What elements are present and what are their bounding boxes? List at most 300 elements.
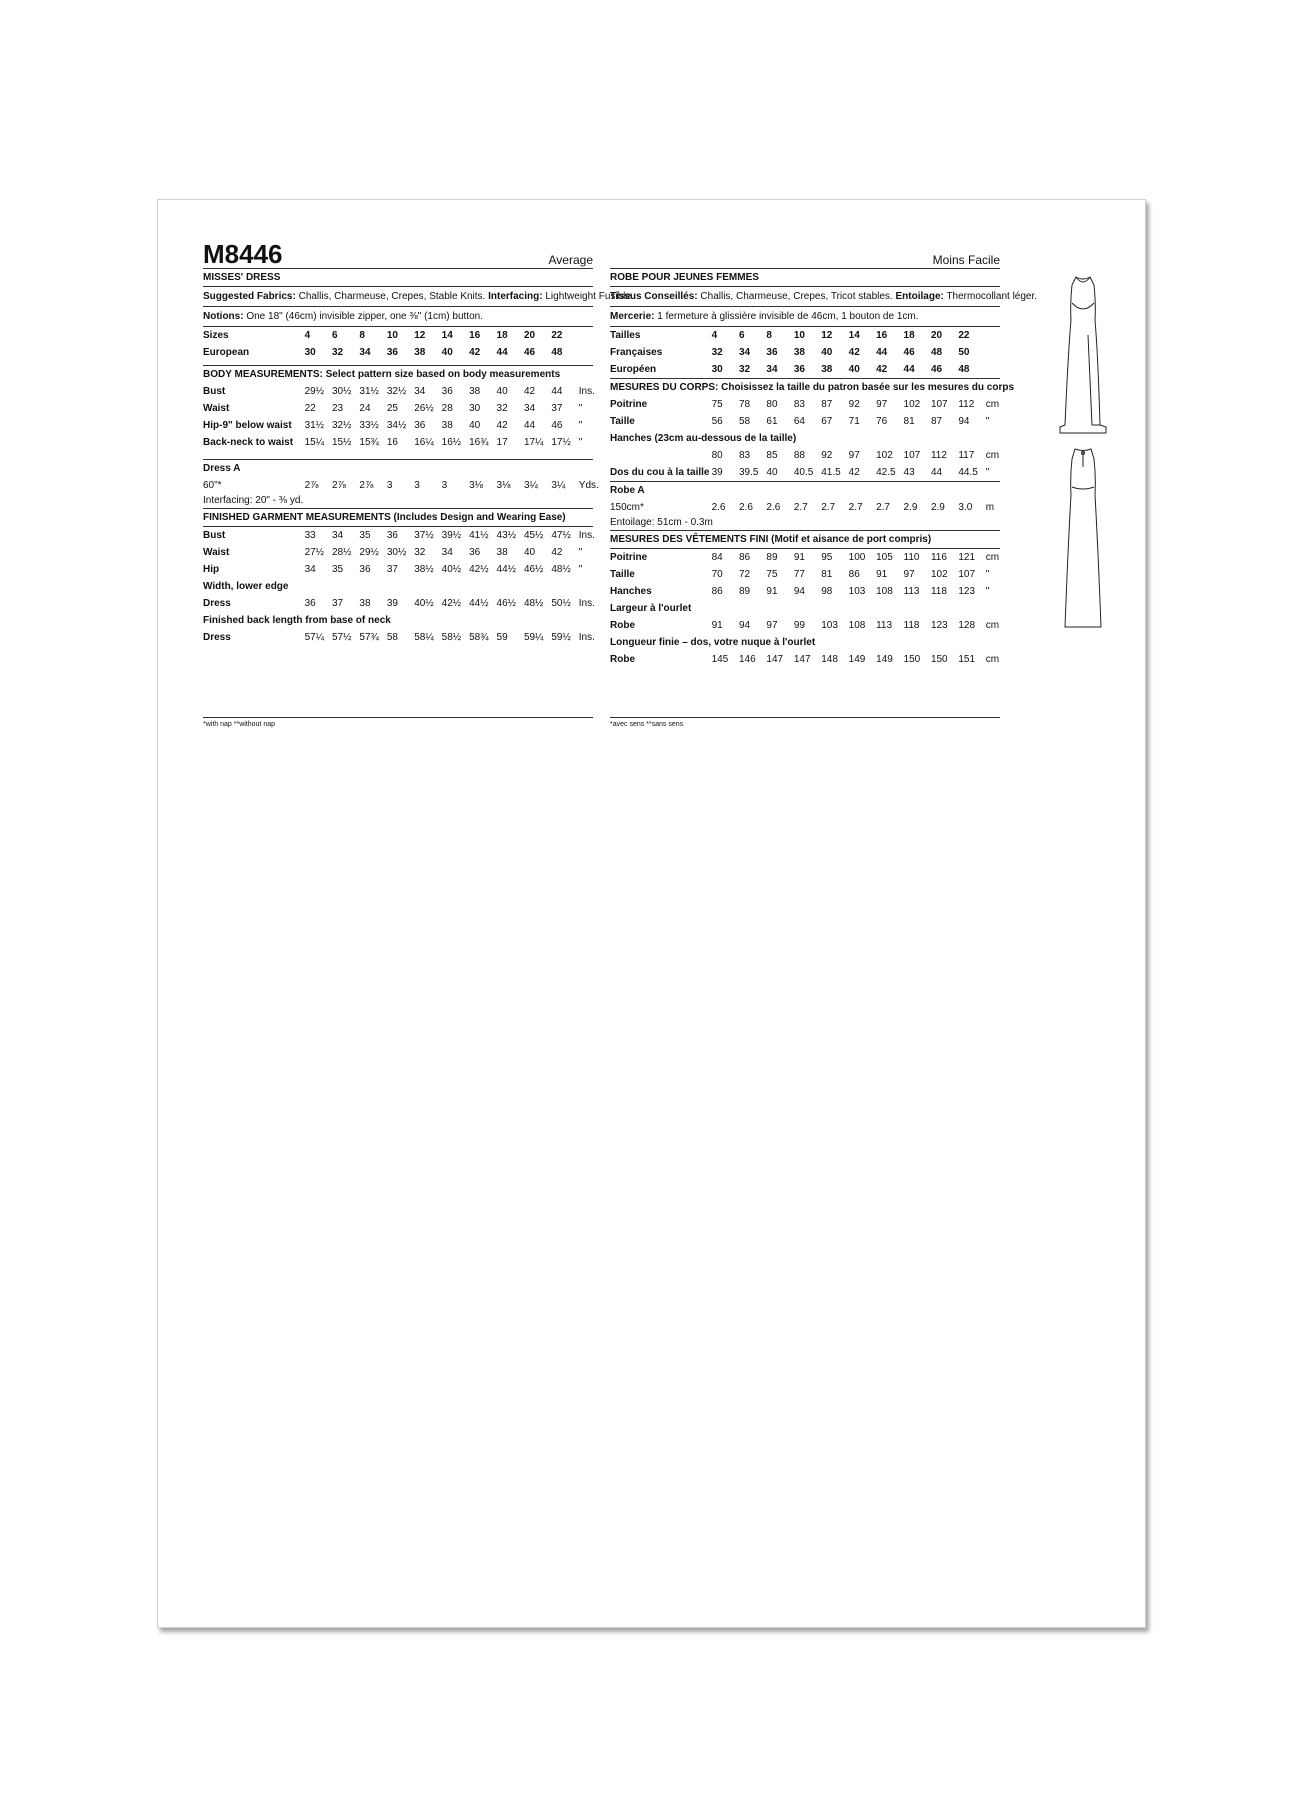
table-cell: 87 [821, 399, 833, 410]
table-cell: 97 [876, 399, 888, 410]
table-cell: 44 [523, 420, 536, 431]
footnote: *with nap **without nap [203, 717, 593, 733]
table-cell: 43½ [496, 530, 516, 541]
table-cell: 24 [359, 403, 371, 414]
table-cell: 6 [738, 330, 745, 341]
table-cell: 89 [738, 586, 751, 597]
table-cell: 37 [386, 564, 398, 575]
table-cell: 2.7 [876, 502, 890, 513]
unit-cell: cm [985, 399, 1000, 410]
table-cell: 8 [766, 330, 772, 341]
table-cell: 2⅞ [304, 480, 319, 491]
table-cell: 2.6 [711, 502, 726, 513]
table-cell: 32½ [386, 386, 407, 397]
unit-cell: " [578, 420, 583, 431]
table-cell: 58 [386, 632, 398, 643]
table-cell: 2.6 [766, 502, 781, 513]
table-cell: 12 [821, 330, 833, 341]
table-cell: 70 [711, 569, 723, 580]
table-row [610, 549, 1000, 566]
table-cell: 38 [469, 386, 481, 397]
table-cell: 10 [793, 330, 805, 341]
table-cell: 72 [738, 569, 751, 580]
table-cell: 8 [359, 330, 365, 341]
table-cell: 25 [386, 403, 398, 414]
table-cell: 46½ [523, 564, 544, 575]
unit-cell: cm [985, 654, 1000, 665]
table-subheading: Width, lower edge [203, 581, 289, 592]
table-cell: 44 [876, 347, 888, 358]
table-cell: 42.5 [876, 464, 903, 482]
table-cell: 39.5 [739, 464, 766, 482]
table-cell: 149 [876, 654, 893, 665]
table-cell: 59¼ [523, 632, 544, 643]
table-cell: 36 [794, 361, 821, 379]
table-cell: 36 [766, 347, 778, 358]
table-cell: 15¼ [304, 437, 325, 448]
table-cell: 117 [958, 450, 975, 461]
interfacing-yardage: Interfacing: 20" - ⅜ yd. [203, 494, 593, 509]
unit-cell: " [986, 464, 1000, 482]
table-cell: 81 [821, 569, 833, 580]
row-label: Waist [203, 403, 230, 414]
unit-cell: Ins. [578, 598, 595, 609]
table-cell: 110 [903, 552, 920, 563]
table-cell: 46 [523, 347, 536, 358]
table-cell: 40 [821, 347, 833, 358]
table-cell: 29½ [304, 386, 325, 397]
table-cell: 112 [930, 450, 947, 461]
unit-cell: Ins. [578, 386, 595, 397]
table-cell: 148 [821, 654, 838, 665]
row-label: Poitrine [610, 399, 648, 410]
garment-title: MISSES' DRESS [203, 269, 593, 287]
table-cell: 40 [441, 347, 453, 358]
notions: Notions: One 18" (46cm) invisible zipper, one ⅜" (1cm) button. [203, 307, 593, 327]
table-row [610, 617, 1000, 634]
table-cell: 2.7 [848, 502, 863, 513]
back-view-dress-icon [1065, 449, 1101, 627]
table-row [203, 383, 593, 400]
finished-measurements-table [203, 527, 593, 646]
table-cell: 40 [523, 547, 536, 558]
table-cell: 16 [469, 330, 481, 341]
table-subheading: Longueur finie – dos, votre nuque à l'ourlet [610, 637, 816, 648]
table-cell: 34 [738, 347, 751, 358]
finished-measurements-heading-fr: MESURES DES VÊTEMENTS FINI (Motif et aisance de port compris) [610, 531, 1000, 549]
table-cell: 113 [903, 586, 920, 597]
table-cell: 2.9 [903, 502, 918, 513]
table-cell: 113 [876, 620, 893, 631]
table-cell: 94 [738, 620, 751, 631]
table-cell: 30 [304, 347, 316, 358]
table-cell: 38 [441, 420, 453, 431]
garment-title-fr: ROBE POUR JEUNES FEMMES [610, 269, 1000, 287]
table-cell: 86 [738, 552, 751, 563]
table-cell: 40 [849, 361, 876, 379]
table-cell: 23 [331, 403, 344, 414]
table-cell: 102 [930, 569, 948, 580]
table-cell: 42½ [441, 598, 462, 609]
table-cell: 2.7 [793, 502, 808, 513]
table-row [610, 566, 1000, 583]
table-cell: 36 [386, 530, 398, 541]
table-cell: 30 [469, 403, 481, 414]
table-cell: 67 [821, 416, 833, 427]
table-cell: 14 [848, 330, 860, 341]
table-cell: 32 [739, 361, 766, 379]
table-cell: 40½ [414, 598, 434, 609]
table-cell: 16 [876, 330, 888, 341]
table-cell: 150 [903, 654, 921, 665]
table-cell: 107 [903, 450, 921, 461]
table-cell: 16 [386, 437, 398, 448]
table-cell: 34 [304, 564, 316, 575]
table-cell: 42 [876, 361, 903, 379]
table-cell: 37½ [414, 530, 434, 541]
table-cell: 94 [793, 586, 805, 597]
footnote-fr: *avec sens **sans sens [610, 717, 1000, 733]
table-cell: 76 [876, 416, 888, 427]
table-cell: 36 [441, 386, 453, 397]
table-row [610, 499, 1000, 516]
french-column [610, 240, 1038, 668]
table-cell: 32 [711, 347, 723, 358]
table-cell: 32 [496, 403, 508, 414]
unit-cell: Yds. [578, 480, 599, 491]
table-cell: 44 [931, 464, 958, 482]
table-cell: 92 [821, 450, 833, 461]
table-cell: 44 [551, 386, 563, 397]
row-label: Poitrine [610, 552, 648, 563]
table-cell: 102 [903, 399, 921, 410]
unit-cell [986, 344, 1000, 361]
table-cell: 47½ [551, 530, 571, 541]
table-cell: 97 [766, 620, 778, 631]
table-cell: 22 [958, 330, 970, 341]
table-cell: 50½ [551, 598, 571, 609]
table-cell: 89 [766, 552, 778, 563]
table-row [203, 561, 593, 578]
table-cell: 34½ [386, 420, 407, 431]
table-cell: 91 [766, 586, 778, 597]
table-cell: 84 [711, 552, 723, 563]
table-cell: 83 [793, 399, 805, 410]
table-cell: 3 [386, 480, 393, 491]
table-cell: 118 [930, 586, 947, 597]
table-cell: 78 [738, 399, 751, 410]
table-cell: 2.7 [821, 502, 836, 513]
unit-cell: " [985, 586, 990, 597]
table-row [203, 417, 593, 434]
french-header [610, 240, 1000, 269]
table-cell: 123 [930, 620, 948, 631]
unit-cell: " [578, 437, 583, 448]
row-label: Bust [203, 386, 226, 397]
table-cell: 45½ [523, 530, 544, 541]
row-label: Dos du cou à la taille [610, 464, 712, 482]
table-cell: 30½ [386, 547, 407, 558]
table-cell: 145 [711, 654, 729, 665]
table-cell: 108 [876, 586, 893, 597]
table-cell: 46½ [496, 598, 516, 609]
table-cell: 71 [848, 416, 860, 427]
unit-cell [986, 361, 1000, 379]
table-cell: 30 [712, 361, 739, 379]
table-cell: 42 [551, 547, 563, 558]
table-cell: 20 [930, 330, 943, 341]
table-cell: 31½ [359, 386, 379, 397]
table-cell: 30½ [331, 386, 352, 397]
table-cell: 97 [848, 450, 860, 461]
table-subheading: Largeur à l'ourlet [610, 603, 692, 614]
table-cell: 34 [523, 403, 536, 414]
table-row [610, 361, 1000, 379]
row-label: 60"* [203, 480, 222, 491]
row-label: Européen [610, 361, 712, 379]
table-cell: 33 [304, 530, 316, 541]
table-cell: 3 [441, 480, 448, 491]
difficulty-level: Average [548, 253, 593, 267]
row-label: Back-neck to waist [203, 437, 294, 448]
table-cell: 38 [793, 347, 805, 358]
table-cell: 44 [904, 361, 931, 379]
hanches-table [610, 447, 1000, 482]
row-label: Hip [203, 564, 220, 575]
body-measurements-heading: BODY MEASUREMENTS: Select pattern size based on body measurements [203, 369, 561, 380]
table-cell: 151 [958, 654, 976, 665]
table-cell: 2.6 [738, 502, 753, 513]
table-cell: 36 [414, 420, 426, 431]
table-cell: 108 [848, 620, 866, 631]
table-cell: 34 [331, 530, 344, 541]
table-cell: 2⅞ [331, 480, 346, 491]
table-cell: 146 [738, 654, 756, 665]
table-cell: 40 [496, 386, 508, 397]
table-cell: 58¼ [414, 632, 434, 643]
table-cell: 58½ [441, 632, 462, 643]
table-cell: 38 [359, 598, 371, 609]
table-cell: 56 [711, 416, 723, 427]
table-cell: 61 [766, 416, 778, 427]
body-measurements-table [203, 383, 593, 451]
sizes-table [203, 327, 593, 361]
row-label: Waist [203, 547, 230, 558]
table-row [610, 447, 1000, 464]
table-cell: 36 [359, 564, 371, 575]
table-cell: 112 [958, 399, 975, 410]
table-cell: 3⅛ [469, 480, 483, 491]
unit-cell: " [985, 416, 990, 427]
unit-cell: " [578, 564, 583, 575]
table-cell: 39½ [441, 530, 462, 541]
table-cell: 2.9 [930, 502, 945, 513]
table-cell: 36 [304, 598, 316, 609]
table-cell: 41.5 [821, 464, 848, 482]
table-cell: 34 [766, 361, 793, 379]
table-cell: 48½ [523, 598, 544, 609]
row-label: Taille [610, 569, 635, 580]
table-cell: 3 [414, 480, 420, 491]
table-cell: 42 [496, 420, 508, 431]
table-cell: 22 [551, 330, 563, 341]
table-cell: 87 [930, 416, 943, 427]
table-cell: 38 [821, 361, 848, 379]
unit-cell: cm [985, 620, 1000, 631]
notions-fr: Mercerie: 1 fermeture à glissière invisible de 46cm, 1 bouton de 1cm. [610, 307, 1000, 327]
unit-cell [579, 344, 593, 361]
table-cell: 80 [711, 450, 723, 461]
row-label: European [203, 347, 250, 358]
unit-cell: cm [985, 552, 1000, 563]
table-cell: 149 [848, 654, 866, 665]
table-row [203, 595, 593, 612]
row-label: Taille [610, 416, 635, 427]
table-row [203, 527, 593, 544]
table-row [203, 544, 593, 561]
table-cell: 4 [304, 330, 311, 341]
metrage-table [610, 499, 1000, 516]
table-row [203, 434, 593, 451]
table-cell: 91 [711, 620, 723, 631]
table-cell: 38½ [414, 564, 434, 575]
table-row [610, 583, 1000, 600]
row-label: Robe [610, 654, 635, 665]
table-cell: 58 [738, 416, 751, 427]
table-cell: 20 [523, 330, 536, 341]
table-cell: 17½ [551, 437, 571, 448]
table-row [610, 651, 1000, 668]
table-cell: 91 [876, 569, 888, 580]
table-cell: 44 [496, 347, 508, 358]
table-cell: 34 [441, 547, 453, 558]
row-label [610, 447, 712, 464]
table-cell: 40½ [441, 564, 462, 575]
table-cell: 14 [441, 330, 453, 341]
table-cell: 34 [359, 347, 371, 358]
table-cell: 37 [331, 598, 344, 609]
table-cell: 26½ [414, 403, 434, 414]
table-cell: 95 [821, 552, 833, 563]
table-cell: 3¼ [523, 480, 538, 491]
table-cell: 2⅞ [359, 480, 374, 491]
table-cell: 59 [496, 632, 508, 643]
table-cell: 40 [766, 464, 793, 482]
table-cell: 88 [793, 450, 805, 461]
table-cell: 22 [304, 403, 316, 414]
table-cell: 121 [958, 552, 976, 563]
dress-a-heading: Dress A [203, 463, 241, 474]
table-cell: 86 [711, 586, 723, 597]
table-cell: 75 [711, 399, 723, 410]
row-label: Françaises [610, 347, 663, 358]
table-cell: 64 [793, 416, 805, 427]
row-label: 150cm* [610, 502, 644, 513]
table-cell: 15½ [331, 437, 352, 448]
table-cell: 147 [766, 654, 784, 665]
table-cell: 77 [793, 569, 805, 580]
table-cell: 39 [712, 464, 739, 482]
table-cell: 36 [386, 347, 398, 358]
unit-cell: " [985, 569, 990, 580]
table-cell: 6 [331, 330, 338, 341]
table-cell: 97 [903, 569, 915, 580]
table-cell: 50 [958, 347, 970, 358]
table-subheading: Finished back length from base of neck [203, 615, 391, 626]
table-cell: 57½ [331, 632, 352, 643]
table-cell: 16½ [441, 437, 462, 448]
unit-cell: " [578, 403, 583, 414]
table-row [203, 477, 593, 494]
table-cell: 46 [931, 361, 958, 379]
table-cell: 12 [414, 330, 426, 341]
table-cell: 75 [766, 569, 778, 580]
table-cell: 147 [793, 654, 811, 665]
table-cell: 38 [414, 347, 426, 358]
table-cell: 3.0 [958, 502, 973, 513]
table-cell: 40.5 [794, 464, 821, 482]
table-cell: 3¼ [551, 480, 566, 491]
row-label: Hip-9" below waist [203, 420, 292, 431]
yardage-table [203, 477, 599, 494]
table-cell: 83 [738, 450, 751, 461]
pattern-sheet [157, 199, 1146, 1628]
table-cell: 107 [930, 399, 948, 410]
table-cell: 40 [469, 420, 481, 431]
table-cell: 15¾ [359, 437, 379, 448]
row-label: Dress [203, 632, 231, 643]
suggested-fabrics: Suggested Fabrics: Challis, Charmeuse, Crepes, Stable Knits. Interfacing: Lightweight Fusible. [203, 287, 593, 307]
table-cell: 39 [386, 598, 398, 609]
table-cell: 48 [958, 361, 985, 379]
table-cell: 128 [958, 620, 976, 631]
finished-measurements-table-fr [610, 549, 1000, 668]
row-label: Robe [610, 620, 635, 631]
hanches-heading: Hanches (23cm au-dessous de la taille) [610, 433, 797, 444]
table-cell: 41½ [469, 530, 489, 541]
body-measurements-heading-fr: MESURES DU CORPS: Choisissez la taille du patron basée sur les mesures du corps [610, 382, 1015, 393]
table-cell: 42½ [469, 564, 489, 575]
table-row [203, 400, 593, 417]
table-cell: 48 [551, 347, 563, 358]
english-header [203, 240, 593, 269]
table-cell: 99 [793, 620, 805, 631]
unit-cell [579, 327, 593, 344]
unit-cell: m [985, 502, 995, 513]
table-row [203, 629, 593, 646]
table-cell: 32½ [331, 420, 352, 431]
table-cell: 48 [930, 347, 943, 358]
table-cell: 91 [793, 552, 805, 563]
table-row [610, 396, 1000, 413]
row-label: Sizes [203, 330, 229, 341]
table-cell: 86 [848, 569, 860, 580]
table-row [610, 413, 1000, 430]
row-label: Dress [203, 598, 231, 609]
unit-cell: Ins. [578, 632, 595, 643]
table-cell: 44½ [469, 598, 489, 609]
front-view-dress-icon [1060, 277, 1106, 433]
table-cell: 80 [766, 399, 778, 410]
difficulty-level-fr: Moins Facile [932, 253, 1000, 267]
table-cell: 43 [904, 464, 931, 482]
table-cell: 37 [551, 403, 563, 414]
pattern-code: M8446 [203, 239, 283, 269]
table-row [203, 344, 593, 361]
row-label: Tailles [610, 330, 641, 341]
table-cell: 107 [958, 569, 976, 580]
table-cell: 85 [766, 450, 778, 461]
